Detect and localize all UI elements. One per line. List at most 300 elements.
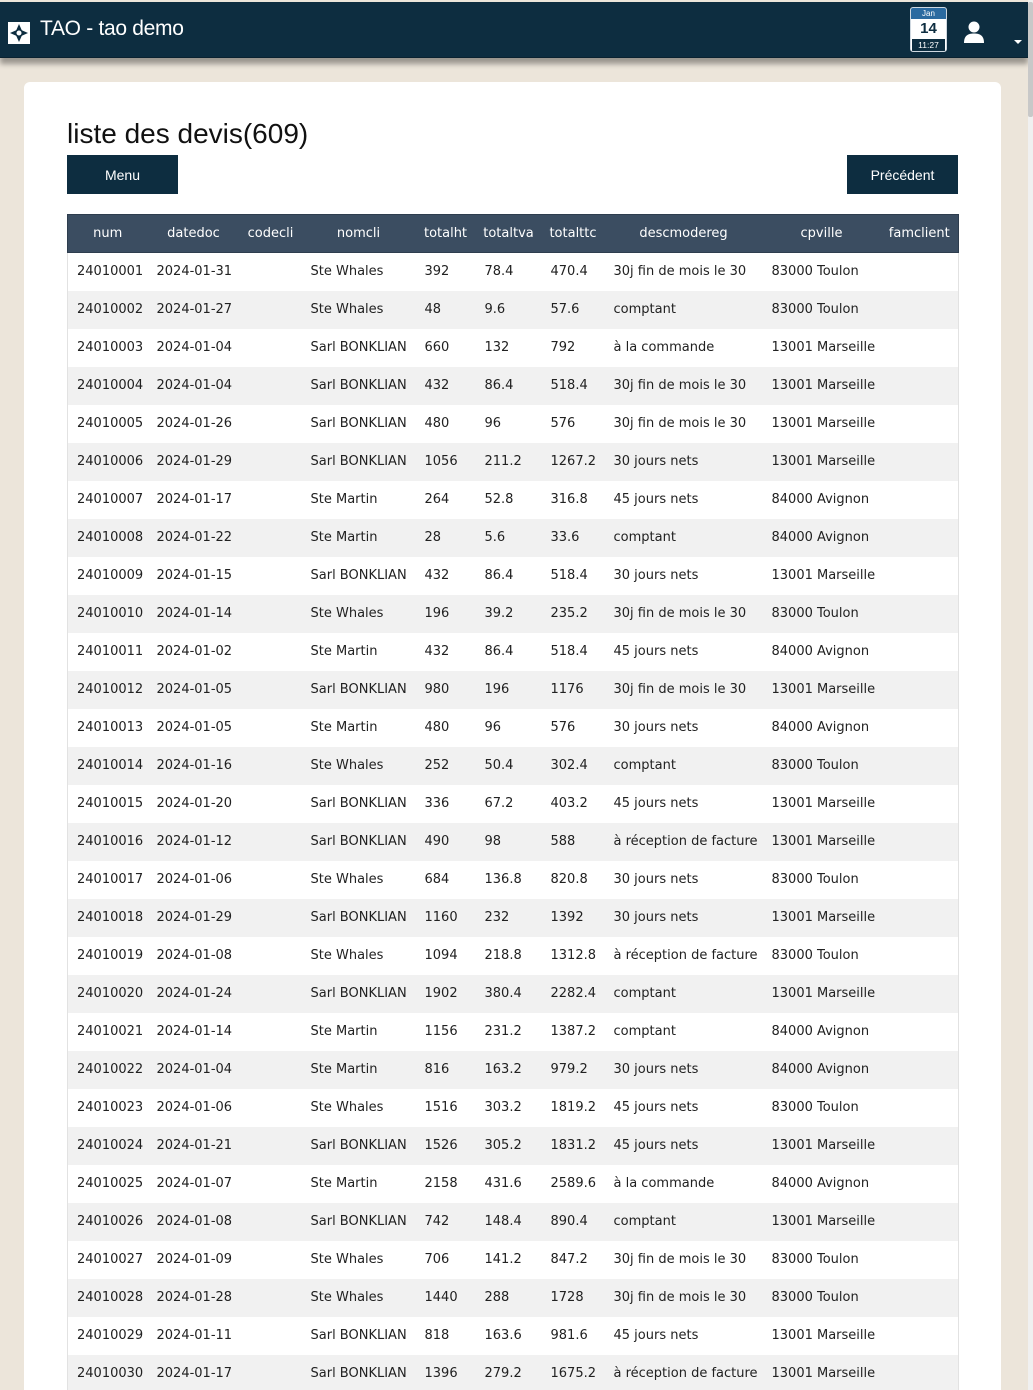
cell-cpville: 83000 Toulon	[771, 1100, 859, 1115]
table-row[interactable]	[68, 329, 959, 367]
cell-nomcli: Sarl BONKLIAN	[310, 986, 407, 1001]
cell-totalttc: 518.4	[550, 568, 588, 583]
cell-datedoc: 2024-01-04	[156, 378, 233, 393]
cell-num: 24010015	[77, 796, 144, 811]
cell-nomcli: Sarl BONKLIAN	[310, 568, 407, 583]
cell-nomcli: Sarl BONKLIAN	[310, 1328, 407, 1343]
cell-codecli	[240, 1013, 302, 1051]
cell-num: 24010027	[77, 1252, 144, 1267]
cell-totalht: 1160	[424, 910, 458, 925]
cell-codecli	[240, 709, 302, 747]
cell-totaltva: 96	[484, 416, 502, 431]
cell-num: 24010001	[77, 264, 144, 280]
cell-famclient	[881, 1051, 959, 1089]
cell-datedoc: 2024-01-02	[156, 644, 233, 659]
cell-totalht: 480	[424, 720, 450, 735]
calendar-day: 14	[920, 20, 937, 37]
top-navbar	[0, 2, 1028, 58]
cell-totalttc: 820.8	[550, 872, 588, 887]
table-row[interactable]	[68, 481, 959, 519]
scrollbar-thumb[interactable]	[1028, 2, 1033, 117]
cell-totaltva: 86.4	[484, 644, 514, 659]
cell-datedoc: 2024-01-22	[156, 530, 233, 545]
table-row[interactable]	[68, 747, 959, 785]
cell-famclient	[881, 1317, 959, 1355]
cell-nomcli: Sarl BONKLIAN	[310, 378, 407, 393]
cell-totalttc: 316.8	[550, 492, 588, 507]
cell-datedoc: 2024-01-20	[156, 796, 233, 811]
cell-totaltva: 163.6	[484, 1328, 522, 1343]
cell-totaltva: 39.2	[484, 606, 514, 621]
table-row[interactable]	[68, 253, 959, 291]
cell-nomcli: Ste Whales	[310, 872, 384, 887]
cell-descmodereg: comptant	[613, 758, 676, 773]
cell-descmodereg: 45 jours nets	[613, 796, 699, 811]
cell-descmodereg: 45 jours nets	[613, 1328, 699, 1343]
cell-nomcli: Ste Whales	[310, 264, 384, 280]
cell-codecli	[240, 1203, 302, 1241]
cell-totaltva: 148.4	[484, 1214, 522, 1229]
cell-famclient	[881, 253, 959, 291]
cell-descmodereg: 45 jours nets	[613, 644, 699, 659]
previous-button[interactable]: Précédent	[847, 155, 958, 194]
table-body	[68, 253, 959, 1390]
cell-famclient	[881, 519, 959, 557]
cell-nomcli: Ste Whales	[310, 1100, 384, 1115]
cell-num: 24010026	[77, 1214, 144, 1229]
cell-codecli	[240, 1127, 302, 1165]
cell-nomcli: Ste Martin	[310, 1062, 378, 1077]
cell-totaltva: 196	[484, 682, 510, 697]
cell-totalht: 48	[424, 302, 442, 317]
cell-descmodereg: 30 jours nets	[613, 720, 699, 735]
cell-descmodereg: à la commande	[613, 340, 715, 355]
cell-famclient	[881, 861, 959, 899]
cell-cpville: 13001 Marseille	[771, 378, 876, 393]
cell-totaltva: 86.4	[484, 568, 514, 583]
cell-num: 24010003	[77, 340, 144, 355]
page-title: liste des devis(609)	[67, 118, 309, 149]
cell-datedoc: 2024-01-06	[156, 1100, 233, 1115]
cell-totalttc: 981.6	[550, 1328, 588, 1343]
cell-famclient	[881, 367, 959, 405]
cell-codecli	[240, 785, 302, 823]
cell-codecli	[240, 291, 302, 329]
cell-cpville: 84000 Avignon	[771, 644, 870, 659]
calendar-widget[interactable]	[910, 7, 947, 52]
cell-cpville: 84000 Avignon	[771, 720, 870, 735]
table-row[interactable]	[68, 1165, 959, 1203]
cell-num: 24010017	[77, 872, 144, 887]
cell-nomcli: Ste Whales	[310, 948, 384, 963]
cell-totalht: 1396	[424, 1366, 458, 1381]
user-icon[interactable]	[962, 20, 986, 44]
cell-num: 24010028	[77, 1290, 144, 1305]
cell-totaltva: 305.2	[484, 1138, 522, 1153]
cell-cpville: 13001 Marseille	[771, 1214, 876, 1229]
cell-totalttc: 890.4	[550, 1214, 588, 1229]
cell-datedoc: 2024-01-08	[156, 948, 233, 963]
cell-totaltva: 141.2	[484, 1252, 522, 1267]
column-header-totalht[interactable]: totalht	[423, 226, 468, 241]
page-scrollbar[interactable]	[1028, 0, 1033, 1390]
cell-totalttc: 1267.2	[550, 454, 596, 469]
cell-totaltva: 5.6	[484, 530, 506, 545]
cell-num: 24010021	[77, 1024, 144, 1039]
cell-totalttc: 576	[550, 720, 576, 735]
cell-nomcli: Ste Martin	[310, 720, 378, 735]
cell-nomcli: Ste Martin	[310, 1176, 378, 1191]
cell-descmodereg: 45 jours nets	[613, 492, 699, 507]
cell-num: 24010022	[77, 1062, 144, 1077]
cell-codecli	[240, 671, 302, 709]
table-row[interactable]	[68, 557, 959, 595]
cell-descmodereg: 30 jours nets	[613, 872, 699, 887]
cell-codecli	[240, 1051, 302, 1089]
table-row[interactable]	[68, 823, 959, 861]
table-row[interactable]	[68, 861, 959, 899]
cell-totaltva: 231.2	[484, 1024, 522, 1039]
cell-nomcli: Ste Whales	[310, 1290, 384, 1305]
table-row[interactable]	[68, 1279, 959, 1317]
cell-cpville: 13001 Marseille	[771, 910, 876, 925]
cell-cpville: 13001 Marseille	[771, 416, 876, 431]
cell-cpville: 13001 Marseille	[771, 1366, 876, 1381]
cell-totalht: 1516	[424, 1100, 458, 1115]
cell-totalht: 1156	[424, 1024, 458, 1039]
cell-cpville: 83000 Toulon	[771, 264, 859, 280]
cell-num: 24010013	[77, 720, 144, 735]
cell-cpville: 13001 Marseille	[771, 568, 876, 583]
cell-codecli	[240, 329, 302, 367]
cell-famclient	[881, 1013, 959, 1051]
cell-cpville: 83000 Toulon	[771, 1252, 859, 1267]
table-row[interactable]	[68, 1089, 959, 1127]
cell-codecli	[240, 1089, 302, 1127]
cell-nomcli: Sarl BONKLIAN	[310, 910, 407, 925]
cell-cpville: 13001 Marseille	[771, 1138, 876, 1153]
cell-datedoc: 2024-01-16	[156, 758, 233, 773]
cell-totalttc: 1392	[550, 910, 584, 925]
cell-totalttc: 576	[550, 416, 576, 431]
cell-codecli	[240, 633, 302, 671]
table-row[interactable]	[68, 291, 959, 329]
cell-datedoc: 2024-01-07	[156, 1176, 233, 1191]
cell-totalttc: 302.4	[550, 758, 588, 773]
cell-num: 24010008	[77, 530, 144, 545]
cell-codecli	[240, 899, 302, 937]
cell-num: 24010010	[77, 606, 144, 621]
table-row[interactable]	[68, 671, 959, 709]
column-header-descmodereg[interactable]: descmodereg	[639, 226, 728, 241]
cell-nomcli: Sarl BONKLIAN	[310, 834, 407, 849]
cell-num: 24010014	[77, 758, 144, 773]
cell-totaltva: 50.4	[484, 758, 514, 773]
cell-famclient	[881, 1355, 959, 1390]
cell-nomcli: Sarl BONKLIAN	[310, 682, 407, 697]
cell-datedoc: 2024-01-14	[156, 1024, 233, 1039]
chevron-down-icon[interactable]	[1014, 40, 1022, 44]
table-row[interactable]	[68, 1127, 959, 1165]
cell-codecli	[240, 937, 302, 975]
cell-cpville: 13001 Marseille	[771, 454, 876, 469]
column-header-codecli[interactable]: codecli	[247, 226, 294, 241]
table-row[interactable]	[68, 1203, 959, 1241]
cell-totalht: 1440	[424, 1290, 458, 1305]
table-row[interactable]	[68, 937, 959, 975]
cell-codecli	[240, 1279, 302, 1317]
cell-totalht: 432	[424, 644, 450, 659]
cell-nomcli: Ste Whales	[310, 606, 384, 621]
cell-cpville: 83000 Toulon	[771, 1290, 859, 1305]
cell-descmodereg: 30j fin de mois le 30	[613, 1252, 747, 1267]
cell-descmodereg: 30 jours nets	[613, 454, 699, 469]
table-row[interactable]	[68, 1241, 959, 1279]
column-header-datedoc[interactable]: datedoc	[167, 226, 220, 241]
cell-num: 24010018	[77, 910, 144, 925]
table-row[interactable]	[68, 443, 959, 481]
cell-famclient	[881, 1241, 959, 1279]
cell-datedoc: 2024-01-27	[156, 302, 233, 317]
cell-datedoc: 2024-01-31	[156, 264, 233, 280]
cell-descmodereg: 30j fin de mois le 30	[613, 416, 747, 431]
app-logo-icon[interactable]	[8, 22, 30, 44]
cell-famclient	[881, 1165, 959, 1203]
cell-famclient	[881, 405, 959, 443]
cell-codecli	[240, 405, 302, 443]
cell-descmodereg: comptant	[613, 302, 676, 317]
cell-num: 24010025	[77, 1176, 144, 1191]
cell-codecli	[240, 481, 302, 519]
cell-cpville: 84000 Avignon	[771, 530, 870, 545]
cell-totaltva: 96	[484, 720, 502, 735]
cell-famclient	[881, 671, 959, 709]
table-row[interactable]	[68, 633, 959, 671]
cell-totaltva: 86.4	[484, 378, 514, 393]
cell-famclient	[881, 443, 959, 481]
cell-totalttc: 403.2	[550, 796, 588, 811]
cell-nomcli: Sarl BONKLIAN	[310, 416, 407, 431]
cell-totalht: 660	[424, 340, 450, 355]
cell-totalttc: 588	[550, 834, 576, 849]
cell-num: 24010023	[77, 1100, 144, 1115]
table-row[interactable]	[68, 709, 959, 747]
cell-num: 24010002	[77, 302, 144, 317]
cell-totaltva: 279.2	[484, 1366, 522, 1381]
cell-totaltva: 380.4	[484, 986, 522, 1001]
cell-codecli	[240, 557, 302, 595]
cell-descmodereg: à réception de facture	[613, 1366, 758, 1381]
cell-descmodereg: comptant	[613, 1214, 676, 1229]
cell-codecli	[240, 1241, 302, 1279]
table-row[interactable]	[68, 1317, 959, 1355]
cell-datedoc: 2024-01-09	[156, 1252, 233, 1267]
cell-totalht: 980	[424, 682, 450, 697]
cell-totaltva: 211.2	[484, 454, 522, 469]
cell-descmodereg: comptant	[613, 1024, 676, 1039]
cell-codecli	[240, 1165, 302, 1203]
cell-totalttc: 1387.2	[550, 1024, 596, 1039]
cell-nomcli: Ste Whales	[310, 1252, 384, 1267]
cell-cpville: 83000 Toulon	[771, 872, 859, 887]
cell-nomcli: Ste Martin	[310, 492, 378, 507]
cell-codecli	[240, 519, 302, 557]
cell-totalttc: 2589.6	[550, 1176, 596, 1191]
cell-famclient	[881, 975, 959, 1013]
cell-totalht: 1902	[424, 986, 458, 1001]
cell-totaltva: 132	[484, 340, 510, 355]
cell-totaltva: 52.8	[484, 492, 514, 507]
cell-datedoc: 2024-01-29	[156, 910, 233, 925]
cell-datedoc: 2024-01-12	[156, 834, 233, 849]
table-row[interactable]	[68, 367, 959, 405]
cell-datedoc: 2024-01-24	[156, 986, 233, 1001]
cell-datedoc: 2024-01-17	[156, 1366, 233, 1381]
cell-nomcli: Sarl BONKLIAN	[310, 796, 407, 811]
cell-nomcli: Sarl BONKLIAN	[310, 1138, 407, 1153]
cell-cpville: 13001 Marseille	[771, 340, 876, 355]
cell-famclient	[881, 481, 959, 519]
cell-famclient	[881, 291, 959, 329]
cell-descmodereg: 45 jours nets	[613, 1138, 699, 1153]
cell-cpville: 13001 Marseille	[771, 682, 876, 697]
cell-totalht: 706	[424, 1252, 450, 1267]
cell-totalht: 28	[424, 530, 442, 545]
cell-totaltva: 9.6	[484, 302, 506, 317]
cell-famclient	[881, 1203, 959, 1241]
cell-totaltva: 431.6	[484, 1176, 522, 1191]
cell-famclient	[881, 899, 959, 937]
cell-descmodereg: à réception de facture	[613, 948, 758, 963]
cell-totalht: 252	[424, 758, 450, 773]
menu-button[interactable]: Menu	[67, 155, 178, 194]
cell-datedoc: 2024-01-04	[156, 340, 233, 355]
cell-totalttc: 847.2	[550, 1252, 588, 1267]
cell-codecli	[240, 253, 302, 291]
main-card	[24, 82, 1001, 1390]
cell-famclient	[881, 823, 959, 861]
cell-totalht: 1056	[424, 454, 458, 469]
cell-totalht: 490	[424, 834, 450, 849]
cell-num: 24010016	[77, 834, 144, 849]
cell-totaltva: 67.2	[484, 796, 514, 811]
cell-num: 24010006	[77, 454, 144, 469]
cell-totaltva: 303.2	[484, 1100, 522, 1115]
table-row[interactable]	[68, 1013, 959, 1051]
cell-cpville: 84000 Avignon	[771, 1062, 870, 1077]
cell-cpville: 84000 Avignon	[771, 492, 870, 507]
cell-descmodereg: 45 jours nets	[613, 1100, 699, 1115]
table-header-row	[68, 215, 959, 253]
cell-cpville: 84000 Avignon	[771, 1024, 870, 1039]
column-header-nomcli[interactable]: nomcli	[336, 226, 381, 241]
cell-totalht: 432	[424, 568, 450, 583]
cell-num: 24010012	[77, 682, 144, 697]
cell-totalttc: 792	[550, 340, 576, 355]
cell-famclient	[881, 937, 959, 975]
column-header-num[interactable]: num	[93, 226, 123, 241]
cell-cpville: 83000 Toulon	[771, 606, 859, 621]
cell-datedoc: 2024-01-04	[156, 1062, 233, 1077]
cell-datedoc: 2024-01-14	[156, 606, 233, 621]
cell-descmodereg: 30 jours nets	[613, 568, 699, 583]
cell-datedoc: 2024-01-17	[156, 492, 233, 507]
cell-descmodereg: 30j fin de mois le 30	[613, 682, 747, 697]
cell-totalht: 392	[424, 264, 450, 280]
cell-famclient	[881, 709, 959, 747]
cell-nomcli: Sarl BONKLIAN	[310, 1214, 407, 1229]
cell-num: 24010004	[77, 378, 144, 393]
cell-totalht: 742	[424, 1214, 450, 1229]
cell-num: 24010030	[77, 1366, 144, 1381]
cell-datedoc: 2024-01-21	[156, 1138, 233, 1153]
cell-nomcli: Ste Martin	[310, 530, 378, 545]
cell-datedoc: 2024-01-06	[156, 872, 233, 887]
cell-datedoc: 2024-01-05	[156, 720, 233, 735]
column-header-totaltva[interactable]: totaltva	[483, 226, 534, 241]
cell-cpville: 83000 Toulon	[771, 758, 859, 773]
cell-nomcli: Sarl BONKLIAN	[310, 340, 407, 355]
app-title[interactable]: TAO - tao demo	[40, 17, 184, 40]
cell-totalttc: 518.4	[550, 378, 588, 393]
cell-totaltva: 163.2	[484, 1062, 522, 1077]
calendar-month: Jan	[911, 8, 946, 19]
cell-descmodereg: 30j fin de mois le 30	[613, 378, 747, 393]
devis-table-container	[67, 214, 958, 1390]
cell-famclient	[881, 785, 959, 823]
cell-cpville: 13001 Marseille	[771, 834, 876, 849]
cell-datedoc: 2024-01-05	[156, 682, 233, 697]
table-row[interactable]	[68, 785, 959, 823]
cell-famclient	[881, 557, 959, 595]
table-row[interactable]	[68, 405, 959, 443]
cell-codecli	[240, 1317, 302, 1355]
cell-famclient	[881, 747, 959, 785]
cell-cpville: 13001 Marseille	[771, 1328, 876, 1343]
table-row[interactable]	[68, 899, 959, 937]
cell-codecli	[240, 595, 302, 633]
table-row[interactable]	[68, 1051, 959, 1089]
cell-famclient	[881, 1127, 959, 1165]
cell-totalht: 196	[424, 606, 450, 621]
cell-cpville: 83000 Toulon	[771, 302, 859, 317]
table-row[interactable]	[68, 1355, 959, 1390]
cell-totalttc: 518.4	[550, 644, 588, 659]
cell-descmodereg: 30 jours nets	[613, 1062, 699, 1077]
table-row[interactable]	[68, 975, 959, 1013]
cell-totaltva: 288	[484, 1290, 510, 1305]
cell-cpville: 13001 Marseille	[771, 796, 876, 811]
cell-cpville: 83000 Toulon	[771, 948, 859, 963]
cell-datedoc: 2024-01-08	[156, 1214, 233, 1229]
table-row[interactable]	[68, 595, 959, 633]
cell-nomcli: Ste Martin	[310, 1024, 378, 1039]
column-header-famclient[interactable]: famclient	[888, 226, 950, 241]
cell-totaltva: 78.4	[484, 264, 514, 280]
cell-totalttc: 1728	[550, 1290, 584, 1305]
cell-datedoc: 2024-01-28	[156, 1290, 233, 1305]
cell-famclient	[881, 329, 959, 367]
table-row[interactable]	[68, 519, 959, 557]
cell-totaltva: 232	[484, 910, 510, 925]
column-header-cpville[interactable]: cpville	[800, 226, 843, 241]
cell-num: 24010024	[77, 1138, 144, 1153]
cell-descmodereg: 30j fin de mois le 30	[613, 606, 747, 621]
cell-totalttc: 235.2	[550, 606, 588, 621]
cell-datedoc: 2024-01-15	[156, 568, 233, 583]
cell-datedoc: 2024-01-29	[156, 454, 233, 469]
column-header-totalttc[interactable]: totalttc	[549, 226, 597, 241]
